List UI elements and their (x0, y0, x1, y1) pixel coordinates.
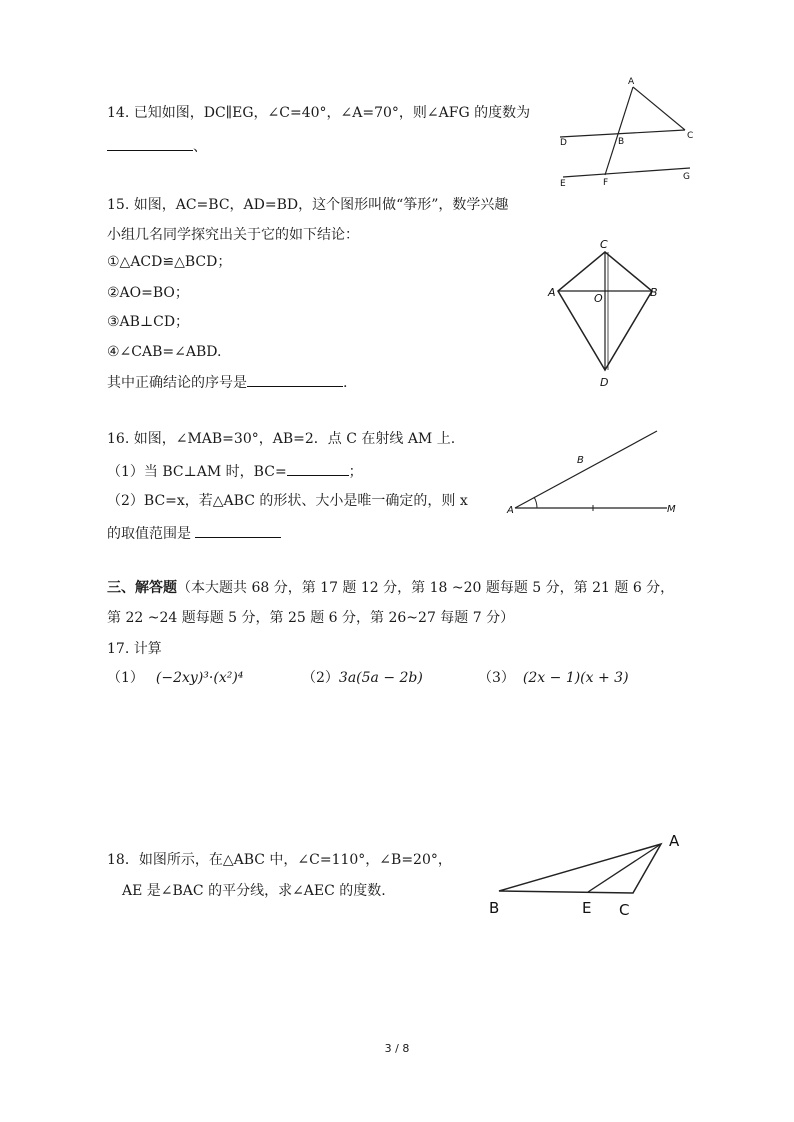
q15-item-2: ②AO=BO； (107, 285, 189, 301)
q15-label-c: C (600, 238, 608, 251)
q17-expr-3: (2x − 1)(x + 3) (522, 670, 629, 686)
q16-sub1-prefix: （1）当 BC⊥AM 时，BC= (107, 464, 287, 480)
q17-part-1-label: （1） (107, 670, 144, 686)
q15-answer-prefix: 其中正确结论的序号是 (107, 375, 247, 391)
q14-label-a: A (628, 77, 635, 87)
q16-line1: 16. 如图，∠MAB=30°，AB=2．点 C 在射线 AM 上. (107, 431, 456, 447)
q16-sub2: （2）BC=x，若△ABC 的形状、大小是唯一确定的，则 x (107, 493, 468, 509)
q18-label-a: A (669, 832, 680, 850)
q14-label-f: F (603, 178, 609, 188)
page-number: 3 / 8 (384, 1042, 410, 1055)
section3-line2: 第 22 ~24 题每题 5 分，第 25 题 6 分，第 26~27 每题 7 分） (107, 610, 515, 626)
q15-answer-suffix: . (343, 375, 348, 391)
q16-label-a: A (507, 505, 514, 516)
q15-label-b: B (650, 286, 658, 299)
q16-sub1-blank[interactable] (287, 461, 349, 476)
q14-answer-line (107, 136, 207, 156)
q15-item-1: ①△ACD≌△BCD； (107, 254, 232, 270)
q17-part-3-label: （3） (478, 670, 515, 686)
q14-answer-blank[interactable] (107, 136, 193, 151)
q15-answer-line (107, 372, 347, 392)
q17-part-1 (107, 669, 243, 687)
q18-label-b: B (489, 899, 500, 917)
q16-label-b: B (577, 455, 584, 466)
q17-part-2 (302, 669, 423, 687)
q18-line1: 18．如图所示，在△ABC 中，∠C=110°，∠B=20°， (107, 852, 452, 868)
q14-figure (555, 72, 705, 192)
q16-sub1-suffix: ； (348, 464, 363, 480)
q14-label-g: G (683, 172, 690, 182)
q16-sub3-blank[interactable] (195, 523, 281, 538)
q17-part-3 (478, 669, 629, 687)
q14-text: 14. 已知如图，DC∥EG，∠C=40°，∠A=70°，则∠AFG 的度数为 (107, 105, 531, 121)
section3-line1: （本大题共 68 分，第 17 题 12 分，第 18 ~20 题每题 5 分，第 21 题 6 分， (177, 580, 675, 596)
q17-part-2-label: （2） (302, 670, 339, 686)
q15-item-4: ④∠CAB=∠ABD. (107, 344, 222, 360)
q15-label-o: O (594, 292, 603, 305)
q18-label-c: C (619, 901, 630, 919)
q14-label-d: D (560, 138, 567, 148)
q14-label-b: B (618, 137, 625, 147)
q15-label-a: A (548, 286, 556, 299)
section3-header (107, 579, 674, 597)
q15-item-3: ③AB⊥CD； (107, 314, 190, 330)
section3-heading: 三、解答题 (107, 580, 177, 596)
q17-expr-1: (−2xy)³·(x²)⁴ (155, 670, 244, 686)
q15-answer-blank[interactable] (247, 372, 343, 387)
q16-sub3 (107, 523, 281, 543)
q15-figure (540, 238, 670, 393)
q16-sub1 (107, 461, 363, 481)
q16-sub3-prefix: 的取值范围是 (107, 526, 191, 542)
q15-label-d: D (600, 376, 609, 389)
q17-expr-2: 3a(5a − 2b) (338, 670, 423, 686)
q18-figure (485, 828, 685, 923)
q16-label-m: M (667, 504, 676, 515)
q14-label-e: E (560, 179, 566, 189)
q18-label-e: E (582, 899, 592, 917)
q14-label-c: C (687, 131, 694, 141)
q17-title: 17. 计算 (107, 641, 162, 657)
q15-line2: 小组几名同学探究出关于它的如下结论： (107, 227, 359, 243)
q14-tail: 、 (193, 139, 207, 155)
q16-figure (505, 425, 685, 520)
q15-line1: 15. 如图，AC=BC，AD=BD，这个图形叫做“筝形”，数学兴趣 (107, 197, 509, 213)
q18-line2: AE 是∠BAC 的平分线，求∠AEC 的度数. (122, 883, 386, 899)
